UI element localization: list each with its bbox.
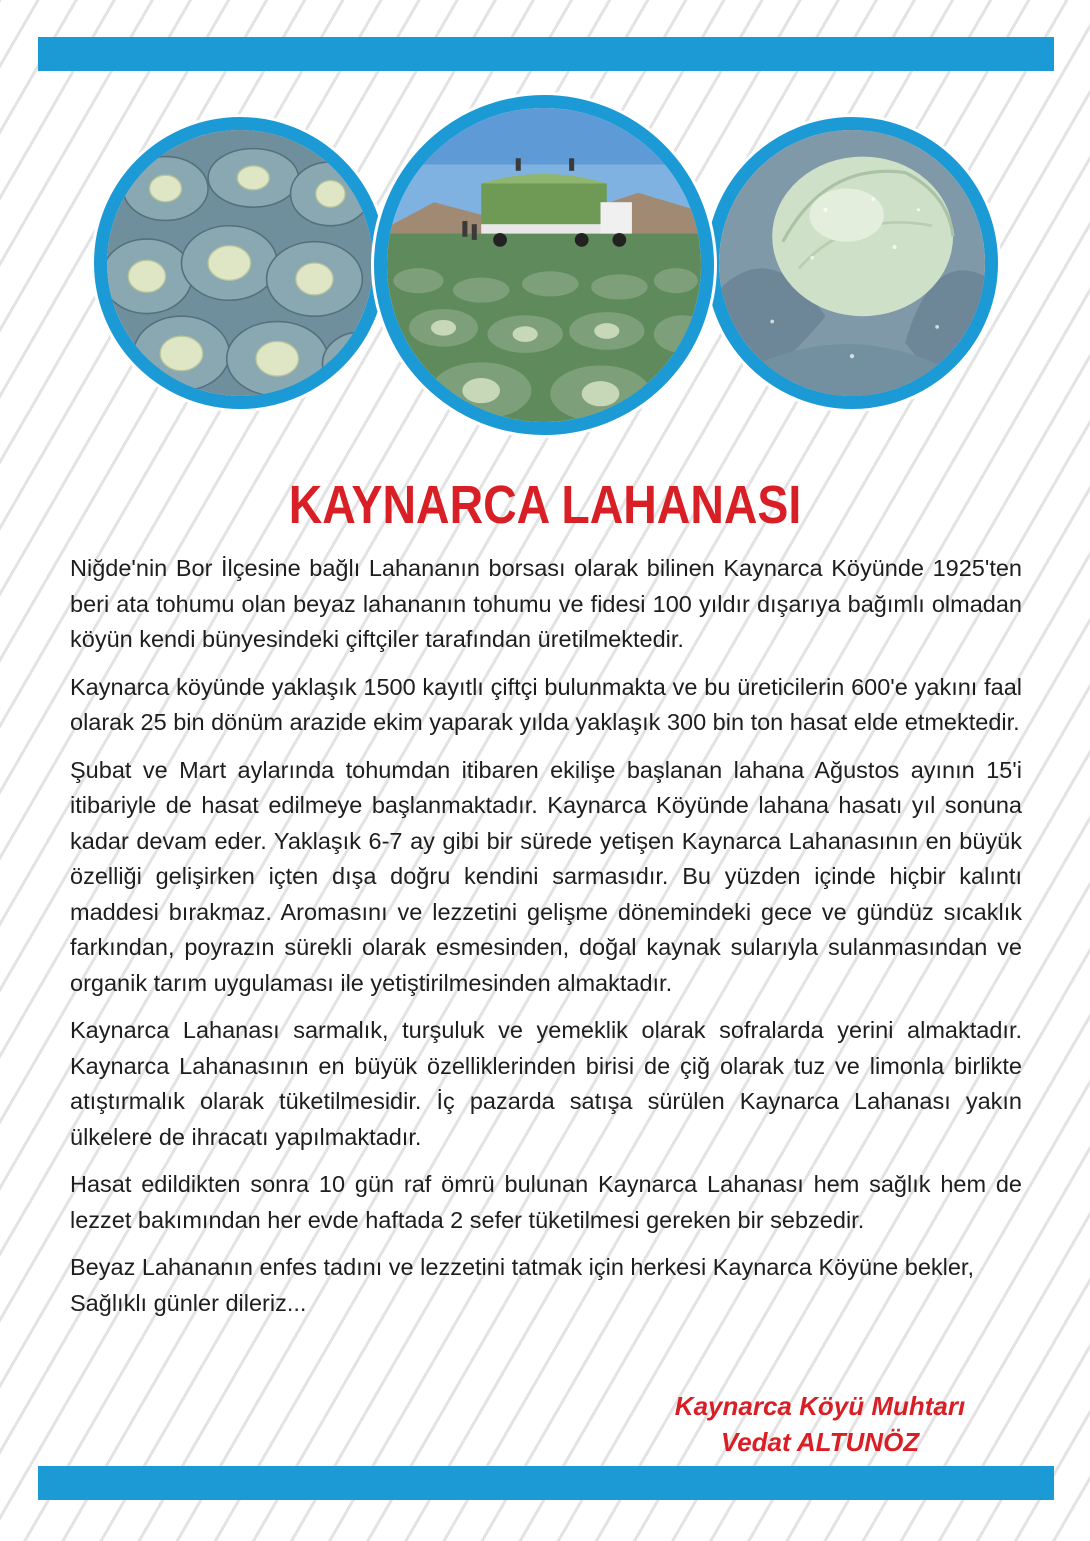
cabbage-head-image [719,130,985,396]
paragraph-shelf-life: Hasat edildikten sonra 10 gün raf ömrü bulunan Kaynarca Lahanası hem sağlık hem de lezzet bakımından her evde haftada 2 sefer tüketilmesi gereken bir sebzedir. [70,1171,1022,1233]
article-body [70,551,1022,1321]
harvest-truck-image [387,108,701,422]
cabbage-field-image [107,130,373,396]
photo-harvest-truck [374,95,714,435]
closing-line: Sağlıklı günler dileriz... [70,1289,307,1316]
signature-title: Kaynarca Köyü Muhtarı [674,1391,966,1421]
paragraph-harvest: Şubat ve Mart aylarında tohumdan itibaren ekilişe başlanan lahana Ağustos ayının 15'i itibariyle de hasat edilmeye başlanmaktadır. Kaynarca Köyünde lahana hasatı yıl sonuna kadar devam eder. Yaklaşık 6-7 ay gibi bir sürede yetişen Kaynarca Lahanasının en büyük özelliği gelişirken içten dışa doğru kendini sarmasıdır. Bu yüzden içinde hiçbir kalıntı maddesi bırakmaz. Aromasını ve lezzetini gelişme dönemindeki gece ve gündüz sıcaklık farkından, poyrazın sürekli olarak esmesinden, doğal kaynak sularıyla sulanmasından ve organik tarım uygulaması ile yetiştirilmesinden almaktadır. [70,756,1022,996]
paragraph-usage: Kaynarca Lahanası sarmalık, turşuluk ve yemeklik olarak sofralarda yerini almaktadır. Kaynarca Lahanasının en büyük özelliklerinden birisi de çiğ olarak tuz ve limonla birlikte atıştırmalık olarak tüketilmesidir. İç pazarda satışa sürülen Kaynarca Lahanası yakın ülkelere de ihracatı yapılmaktadır. [70,1017,1022,1150]
invitation-line: Beyaz Lahananın enfes tadını ve lezzetini tatmak için herkesi Kaynarca Köyüne bekler, [70,1254,974,1280]
photo-cabbage-head [706,117,998,409]
paragraph-intro: Niğde'nin Bor İlçesine bağlı Lahananın borsası olarak bilinen Kaynarca Köyünde 1925'ten beri ata tohumu olan beyaz lahananın tohumu ve fidesi 100 yıldır dışarıya bağımlı olmadan köyün kendi bünyesindeki çiftçiler tarafından üretilmektedir. [70,555,1022,652]
bottom-blue-bar [38,1466,1054,1500]
paragraph-invitation [70,1250,1022,1321]
signature [600,1388,1040,1460]
page-title: KAYNARCA LAHANASI [288,475,802,535]
top-blue-bar [38,37,1054,71]
paragraph-farmers: Kaynarca köyünde yaklaşık 1500 kayıtlı çiftçi bulunmakta ve bu üreticilerin 600'e yakını faal olarak 25 bin dönüm arazide ekim yaparak yılda yaklaşık 300 bin ton hasat elde etmektedir. [70,673,1022,735]
signature-name: Vedat ALTUNÖZ [720,1427,920,1457]
photo-cabbage-field [94,117,386,409]
